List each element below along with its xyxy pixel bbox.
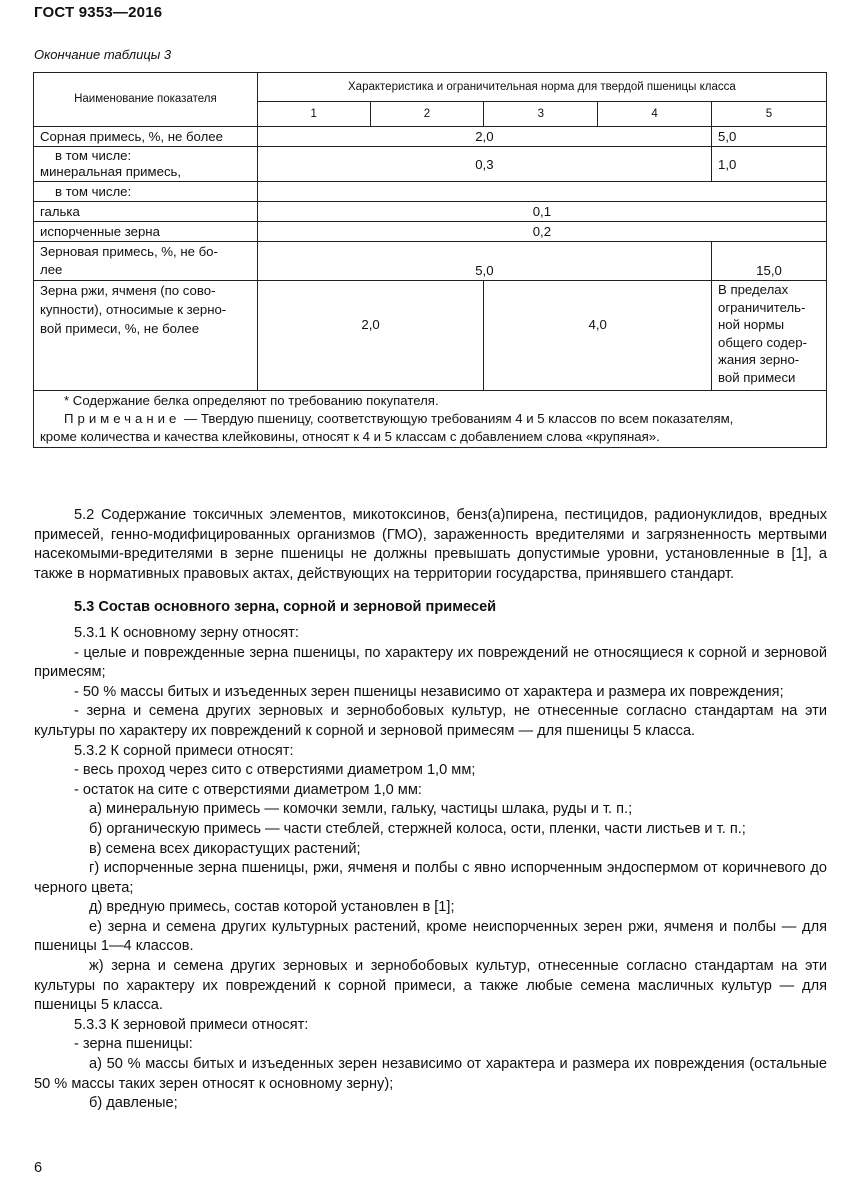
class-header: 2 bbox=[370, 102, 484, 127]
cell-value: 5,0 bbox=[257, 242, 711, 281]
table-row bbox=[34, 147, 827, 182]
paragraph: 5.2 Содержание токсичных элементов, микотоксинов, бенз(а)пирена, пестицидов, радионуклидов, вредных примесей, генно-модифицированных организмов (ГМО), зараженность вредителями и загрязненность мертвыми насекомыми-вредителями в зерне пшеницы не должны превышать допустимые уровни, установленные в [1], а также в нормативных правовых актах, действующих на территории государства, принявшего стандарт. bbox=[34, 507, 827, 582]
row-name: Сорная примесь, %, не более bbox=[34, 127, 258, 147]
page-number: 6 bbox=[34, 1160, 43, 1176]
cell-value: 0,1 bbox=[257, 202, 826, 222]
cell-value: 0,2 bbox=[257, 222, 826, 242]
list-item: - остаток на сите с отверстиями диаметром 1,0 мм: bbox=[74, 781, 422, 798]
row-name-line: в том числе: bbox=[55, 148, 132, 163]
row-name bbox=[34, 242, 258, 281]
cell-value: 5,0 bbox=[712, 127, 827, 147]
col-header-indicator: Наименование показателя bbox=[34, 73, 258, 127]
col-header-characteristic: Характеристика и ограничительная норма для твердой пшеницы класса bbox=[257, 73, 826, 102]
row-name bbox=[34, 147, 258, 182]
row-name-line: минеральная примесь, bbox=[40, 164, 182, 179]
table-row bbox=[34, 202, 827, 222]
cell-line: ной нормы bbox=[718, 317, 785, 332]
class-header: 4 bbox=[598, 102, 712, 127]
list-item: - зерна пшеницы: bbox=[74, 1036, 193, 1053]
cell-value: 2,0 bbox=[257, 127, 711, 147]
row-name: испорченные зерна bbox=[34, 222, 258, 242]
list-item: б) органическую примесь — части стеблей, стержней колоса, ости, пленки, части листьев и т. п.; bbox=[89, 820, 746, 837]
table-row bbox=[34, 222, 827, 242]
table-notes bbox=[34, 391, 827, 448]
cell-value bbox=[257, 182, 826, 202]
grain-quality-table bbox=[33, 72, 827, 448]
table-note bbox=[40, 410, 820, 428]
row-name-line: Зерновая примесь, %, не бо- bbox=[40, 244, 218, 259]
list-item: д) вредную примесь, состав которой установлен в [1]; bbox=[89, 899, 455, 916]
list-item: - целые и поврежденные зерна пшеницы, по характеру их повреждений не относящиеся к сорной и зерновой примесям; bbox=[34, 644, 827, 681]
cell-value: 0,3 bbox=[257, 147, 711, 182]
table-note-cont: кроме количества и качества клейковины, относят к 4 и 5 классам с добавлением слова «крупяная». bbox=[40, 429, 660, 444]
list-item: г) испорченные зерна пшеницы, ржи, ячменя и полбы с явно испорченным эндоспермом от коричневого до черного цвета; bbox=[34, 860, 827, 896]
table-footnote: * Содержание белка определяют по требованию покупателя. bbox=[64, 393, 439, 408]
cell-line: В пределах bbox=[718, 282, 789, 297]
list-item: - зерна и семена других зерновых и зернобобовых культур, не отнесенные согласно стандартам на эти культуры по характеру их повреждений к сорной и зерновой примесям — для пшеницы 5 класса. bbox=[34, 703, 827, 739]
row-name: галька bbox=[34, 202, 258, 222]
note-text: — Твердую пшеницу, соответствующую требованиям 4 и 5 классов по всем показателям, bbox=[180, 411, 734, 426]
table-notes-row bbox=[34, 391, 827, 448]
cell-value: 15,0 bbox=[712, 242, 827, 281]
table-row bbox=[34, 182, 827, 202]
note-label: Примечание bbox=[64, 411, 181, 426]
table-row bbox=[34, 281, 827, 391]
table-caption: Окончание таблицы 3 bbox=[34, 47, 172, 62]
paragraph: 5.3.2 К сорной примеси относят: bbox=[74, 742, 294, 759]
cell-value: 4,0 bbox=[484, 281, 712, 391]
list-item: - 50 % массы битых и изъеденных зерен пшеницы независимо от характера и размера их повреждения; bbox=[74, 683, 784, 700]
class-header: 3 bbox=[484, 102, 598, 127]
list-item: е) зерна и семена других культурных растений, кроме неиспорченных зерен ржи, ячменя и полбы — для пшеницы 1—4 классов. bbox=[34, 918, 827, 955]
document-body bbox=[34, 506, 827, 1114]
class-header: 5 bbox=[712, 102, 827, 127]
class-header: 1 bbox=[257, 102, 370, 127]
list-item: а) 50 % массы битых и изъеденных зерен независимо от характера и размера их повреждения (остальные 50 % массы таких зерен относят к основному зерну); bbox=[34, 1056, 827, 1092]
row-name-line: вой примеси, %, не более bbox=[40, 321, 200, 336]
paragraph: 5.3.3 К зерновой примеси относят: bbox=[74, 1016, 309, 1033]
cell-line: ограничитель- bbox=[718, 299, 806, 315]
cell-value: 2,0 bbox=[257, 281, 484, 391]
row-name-line: лее bbox=[40, 262, 63, 277]
row-name: в том числе: bbox=[34, 182, 258, 202]
cell-line: вой примеси bbox=[718, 369, 796, 385]
list-item: а) минеральную примесь — комочки земли, гальку, частицы шлака, руды и т. п.; bbox=[89, 801, 633, 818]
list-item: - весь проход через сито с отверстиями диаметром 1,0 мм; bbox=[74, 762, 476, 779]
cell-line: жания зерно- bbox=[718, 352, 800, 367]
row-name bbox=[34, 281, 258, 391]
row-name-line: Зерна ржи, ячменя (по сово- bbox=[40, 283, 216, 298]
list-item: ж) зерна и семена других зерновых и зернобобовых культур, отнесенные согласно стандартам на эти культуры по характеру их повреждений к сорной примеси, а также любые семена масличных культур — для пшеницы 5 класса. bbox=[34, 958, 827, 1014]
document-header: ГОСТ 9353—2016 bbox=[34, 4, 163, 21]
paragraph: 5.3.1 К основному зерну относят: bbox=[74, 624, 299, 641]
section-heading: 5.3 Состав основного зерна, сорной и зерновой примесей bbox=[74, 599, 497, 616]
table-row bbox=[34, 242, 827, 281]
cell-line: общего содер- bbox=[718, 334, 807, 350]
list-item: в) семена всех дикорастущих растений; bbox=[89, 840, 361, 857]
cell-value: 1,0 bbox=[712, 147, 827, 182]
list-item: б) давленые; bbox=[89, 1095, 178, 1112]
cell-value bbox=[712, 281, 827, 391]
table-row bbox=[34, 127, 827, 147]
row-name-line: купности), относимые к зерно- bbox=[40, 302, 227, 317]
